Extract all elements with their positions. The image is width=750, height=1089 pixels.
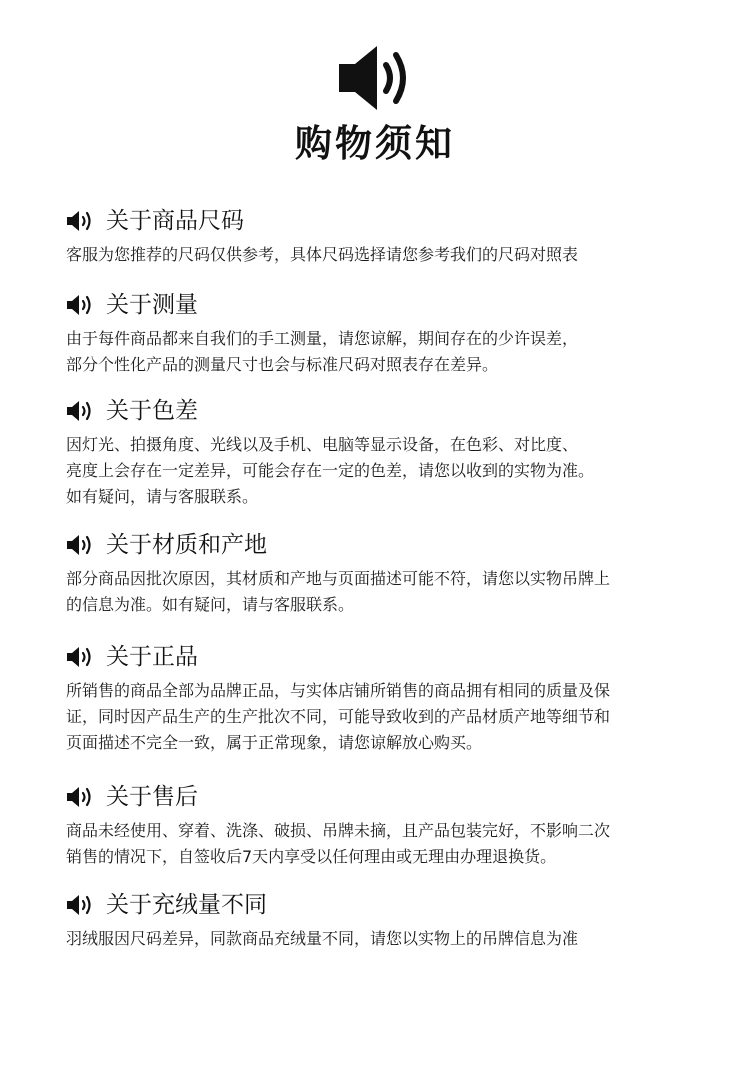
body-line: 商品未经使用、穿着、洗涤、破损、吊牌未摘，且产品包装完好，不影响二次 bbox=[66, 821, 611, 840]
section-authentic bbox=[66, 640, 696, 756]
section-after-sales bbox=[66, 780, 696, 870]
body-line: 部分个性化产品的测量尺寸也会与标准尺码对照表存在差异。 bbox=[66, 355, 499, 374]
section-title: 关于售后 bbox=[106, 784, 198, 810]
section-title: 关于充绒量不同 bbox=[106, 892, 267, 918]
speaker-icon bbox=[66, 786, 94, 808]
body-line: 由于每件商品都来自我们的手工测量，请您谅解，期间存在的少许误差， bbox=[66, 329, 579, 348]
speaker-icon bbox=[66, 894, 94, 916]
section-body bbox=[66, 432, 696, 510]
body-line: 如有疑问，请与客服联系。 bbox=[66, 487, 259, 506]
body-line: 因灯光、拍摄角度、光线以及手机、电脑等显示设备，在色彩、对比度、 bbox=[66, 435, 579, 454]
body-line: 销售的情况下，自签收后7天内享受以任何理由或无理由办理退换货。 bbox=[66, 847, 557, 866]
body-line: 客服为您推荐的尺码仅供参考，具体尺码选择请您参考我们的尺码对照表 bbox=[66, 245, 579, 264]
section-measurement bbox=[66, 288, 696, 378]
section-title: 关于色差 bbox=[106, 398, 198, 424]
section-body bbox=[66, 566, 696, 618]
section-title: 关于商品尺码 bbox=[106, 208, 244, 234]
section-heading bbox=[66, 528, 696, 562]
section-body bbox=[66, 326, 696, 378]
section-down-fill bbox=[66, 888, 696, 952]
page-header bbox=[0, 40, 750, 166]
section-heading bbox=[66, 288, 696, 322]
body-line: 所销售的商品全部为品牌正品，与实体店铺所销售的商品拥有相同的质量及保 bbox=[66, 681, 611, 700]
section-body bbox=[66, 242, 696, 268]
speaker-icon bbox=[66, 646, 94, 668]
section-body bbox=[66, 678, 696, 756]
section-title: 关于正品 bbox=[106, 644, 198, 670]
section-heading bbox=[66, 394, 696, 428]
section-body bbox=[66, 818, 696, 870]
section-size bbox=[66, 204, 696, 268]
speaker-icon bbox=[66, 534, 94, 556]
body-line: 部分商品因批次原因，其材质和产地与页面描述可能不符，请您以实物吊牌上 bbox=[66, 569, 611, 588]
body-line: 证，同时因产品生产的生产批次不同，可能导致收到的产品材质产地等细节和 bbox=[66, 707, 611, 726]
speaker-icon bbox=[66, 400, 94, 422]
section-heading bbox=[66, 888, 696, 922]
body-line: 亮度上会存在一定差异，可能会存在一定的色差，请您以收到的实物为准。 bbox=[66, 461, 595, 480]
body-line: 的信息为准。如有疑问，请与客服联系。 bbox=[66, 595, 355, 614]
section-material-origin bbox=[66, 528, 696, 618]
page-title: 购物须知 bbox=[295, 122, 455, 165]
section-color-difference bbox=[66, 394, 696, 510]
body-line: 页面描述不完全一致，属于正常现象，请您谅解放心购买。 bbox=[66, 733, 483, 752]
section-heading bbox=[66, 640, 696, 674]
section-heading bbox=[66, 780, 696, 814]
speaker-icon bbox=[66, 294, 94, 316]
section-heading bbox=[66, 204, 696, 238]
section-body bbox=[66, 926, 696, 952]
section-title: 关于材质和产地 bbox=[106, 532, 267, 558]
speaker-icon bbox=[335, 40, 415, 116]
section-title: 关于测量 bbox=[106, 292, 198, 318]
speaker-icon bbox=[66, 210, 94, 232]
body-line: 羽绒服因尺码差异，同款商品充绒量不同，请您以实物上的吊牌信息为准 bbox=[66, 929, 579, 948]
